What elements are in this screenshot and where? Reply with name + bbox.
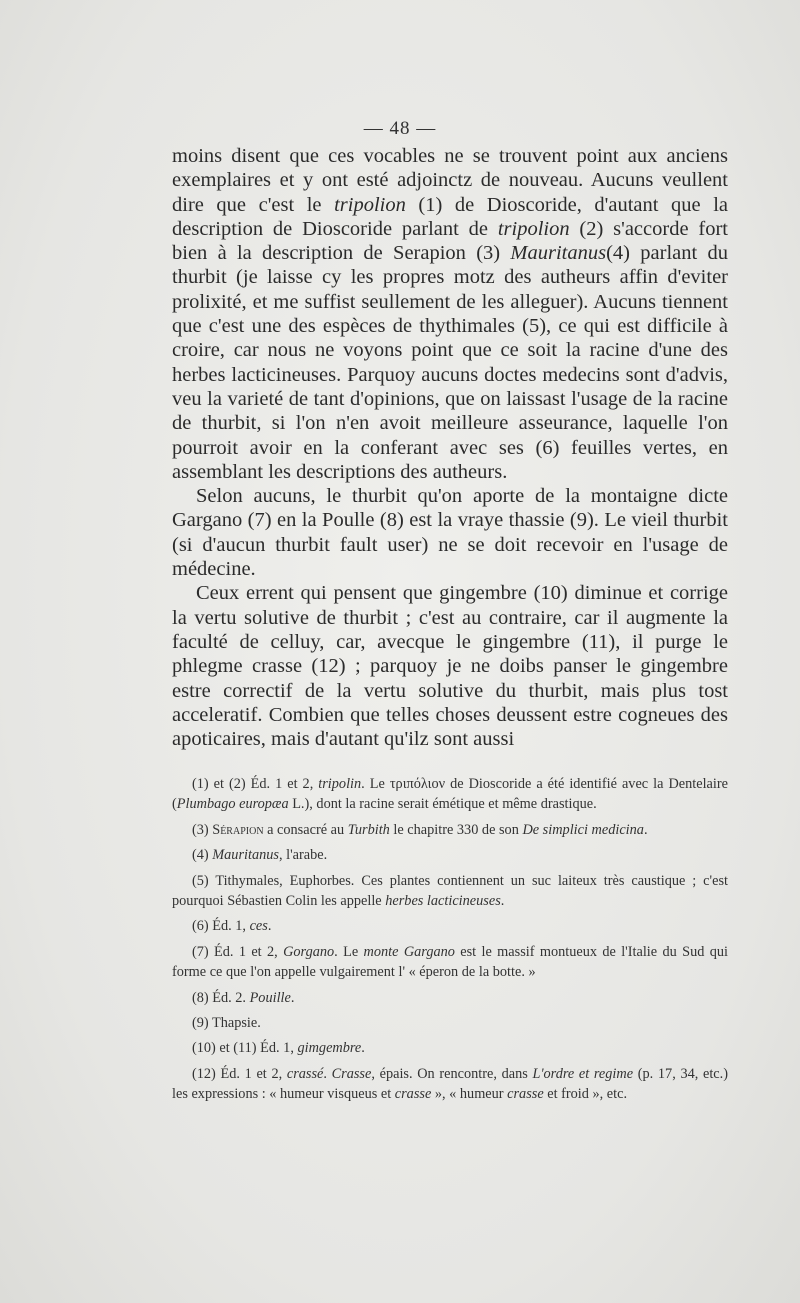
text-run: et froid », etc.	[543, 1086, 628, 1103]
footnote-9: (9) Thapsie.	[192, 1015, 261, 1032]
text-run: le chapitre 330 de son	[389, 821, 523, 838]
text-run: (4)	[192, 847, 213, 864]
text-run: .	[323, 1065, 332, 1082]
paragraph-2: Selon aucuns, le thurbit qu'on aporte de la montaigne dicte Gargano (7) en la Poulle (8) est la vraye thassie (9). Le vieil thurbit (si d'aucun thurbit fault user) ne se doit recevoir en l'usage de médecine.	[172, 485, 728, 581]
text-run: », « humeur	[431, 1086, 508, 1103]
text-run: (p. 17, 34, etc.) les expressions : « humeur visqueus et	[172, 1065, 728, 1103]
text-run: (1) de Dioscoride, d'autant que la description de Dioscoride parlant de	[172, 193, 728, 240]
footnote-8	[172, 988, 728, 1008]
author-name: Sérapion	[212, 821, 264, 838]
italic-term: crasse	[507, 1086, 544, 1103]
footnote-4	[172, 845, 728, 865]
text-run: (5) Tithymales, Euphorbes. Ces plantes contiennent un suc laiteux très caustique ; c'est pourquoi Sébastien Colin les appelle	[172, 872, 728, 910]
footnote-10-11	[172, 1038, 728, 1058]
footnote-5	[172, 871, 728, 912]
italic-term: gimgembre	[297, 1040, 362, 1057]
text-run: . Le τριπόλιον de Dioscoride a été identifié avec la Dentelaire (	[172, 776, 728, 813]
main-text	[172, 144, 728, 751]
footnote-7	[172, 942, 728, 983]
italic-term: Mauritanus	[212, 847, 279, 864]
italic-term: monte Gargano	[363, 943, 455, 960]
italic-term: L'ordre et regime	[532, 1065, 634, 1082]
text-run: est le massif montueux de l'Italie du Sud qui forme ce que l'on appelle vulgairement l' « éperon de la botte. »	[172, 943, 728, 981]
text-run: .	[290, 989, 295, 1006]
footnote-3	[172, 820, 728, 840]
text-run: (8) Éd. 2.	[192, 989, 250, 1006]
italic-term: Gorgano	[283, 943, 335, 960]
italic-term: De simplici medicina	[522, 821, 644, 838]
footnote-6	[172, 916, 728, 936]
footnotes	[172, 774, 728, 1110]
text-run: (4) parlant du thurbit (je laisse cy les propres motz des autheurs affin d'eviter prolixité, et me suffist seullement de les alleguer). Aucuns tiennent que c'est une des espèces de thythimales (5), ce qui est difficile à croire, car nous ne voyons point que ce soit la racine d'une des herbes lacticineuses. Parquoy aucuns doctes medecins sont d'advis, veu la varieté de tant d'opinions, que on laissast l'usage de la racine de thurbit, si l'on n'en avoit meilleure asseurance, laquelle l'on pourroit avoir en la conferant avec ses (6) feuilles vertes, en assemblant les descriptions des autheurs.	[172, 242, 728, 483]
text-run: (12) Éd. 1 et 2,	[192, 1065, 287, 1082]
text-run: .	[361, 1040, 365, 1057]
text-run: (10) et (11) Éd. 1,	[192, 1040, 298, 1057]
italic-term: ces	[249, 918, 268, 935]
italic-term: Turbith	[347, 821, 390, 838]
italic-term: tripolion	[497, 217, 570, 240]
text-run: . Le	[334, 943, 364, 960]
text-run: (1) et (2) Éd. 1 et 2,	[192, 776, 319, 792]
page-number: — 48 —	[363, 118, 437, 139]
text-run: (2) s'accorde fort bien à la description de Serapion (3)	[172, 217, 728, 265]
text-run: .	[500, 893, 505, 910]
text-run: (7) Éd. 1 et 2,	[192, 943, 284, 960]
text-run: , l'arabe.	[278, 847, 328, 864]
italic-term: Crasse	[331, 1065, 372, 1082]
italic-term: crasse	[394, 1086, 432, 1103]
italic-term: herbes lacticineuses	[385, 893, 501, 910]
text-run: , épais. On rencontre, dans	[371, 1065, 533, 1082]
italic-term: tripolin	[318, 776, 362, 792]
italic-term: tripolion	[334, 193, 406, 216]
paragraph-1	[172, 144, 728, 484]
paragraph-3: Ceux errent qui pensent que gingembre (10) diminue et corrige la vertu solutive de thurbit ; c'est au contraire, car il augmente la faculté de celluy, car, avecque le gingembre (11), il purge le phlegme crasse (12) ; parquoy je ne doibs panser le gingembre estre correctif de la vertu solutive du thurbit, mais plus tost acceleratif. Combien que telles choses deussent estre cogneues des apoticaires, mais d'autant qu'ilz sont aussi	[172, 582, 728, 751]
text-run: (6) Éd. 1,	[192, 918, 250, 935]
text-run: moins disent que ces vocables ne se trouvent point aux anciens exemplaires et y ont esté adjoinctz de nouveau. Aucuns veullent dire que c'est le	[172, 145, 728, 216]
footnote-1-2	[172, 774, 728, 815]
text-run: (3)	[192, 821, 213, 838]
text-run: .	[267, 918, 272, 935]
footnote-12	[172, 1064, 728, 1105]
text-run: a consacré au	[263, 821, 348, 838]
italic-term: crassé	[286, 1065, 324, 1082]
text-run: L.), dont la racine serait émétique et même drastique.	[288, 796, 597, 813]
italic-term: Pouille	[249, 989, 291, 1006]
text-run: .	[643, 821, 648, 838]
italic-term: Mauritanus	[510, 242, 607, 265]
italic-term: Plumbago europæa	[176, 796, 289, 813]
